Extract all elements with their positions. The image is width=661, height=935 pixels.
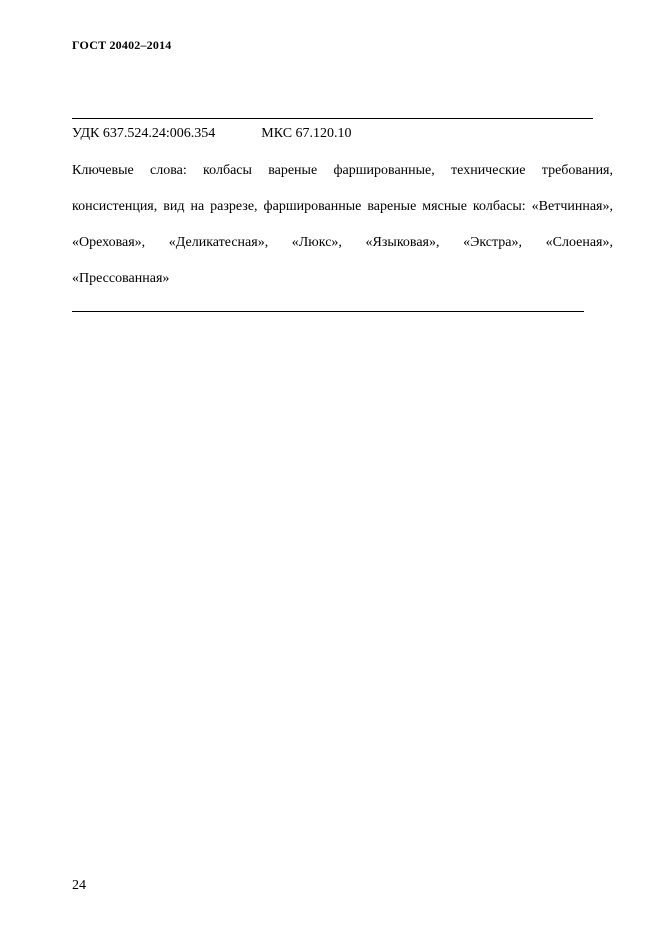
top-divider xyxy=(72,118,593,119)
bottom-divider xyxy=(72,311,584,312)
document-header: ГОСТ 20402–2014 xyxy=(72,38,172,52)
page-number: 24 xyxy=(72,878,86,893)
classification-codes xyxy=(72,126,352,142)
mks-code: МКС 67.120.10 xyxy=(261,126,352,141)
keywords-paragraph: Ключевые слова: колбасы вареные фаршированные, технические требования, консистенция, вид на разрезе, фаршированные вареные мясные колбасы: «Ветчинная», «Ореховая», «Деликатесная», «Люкс», «Языковая», «Экстра», «Слоеная», «Прессованная» xyxy=(72,163,613,286)
udk-code: УДК 637.524.24:006.354 xyxy=(72,126,216,141)
